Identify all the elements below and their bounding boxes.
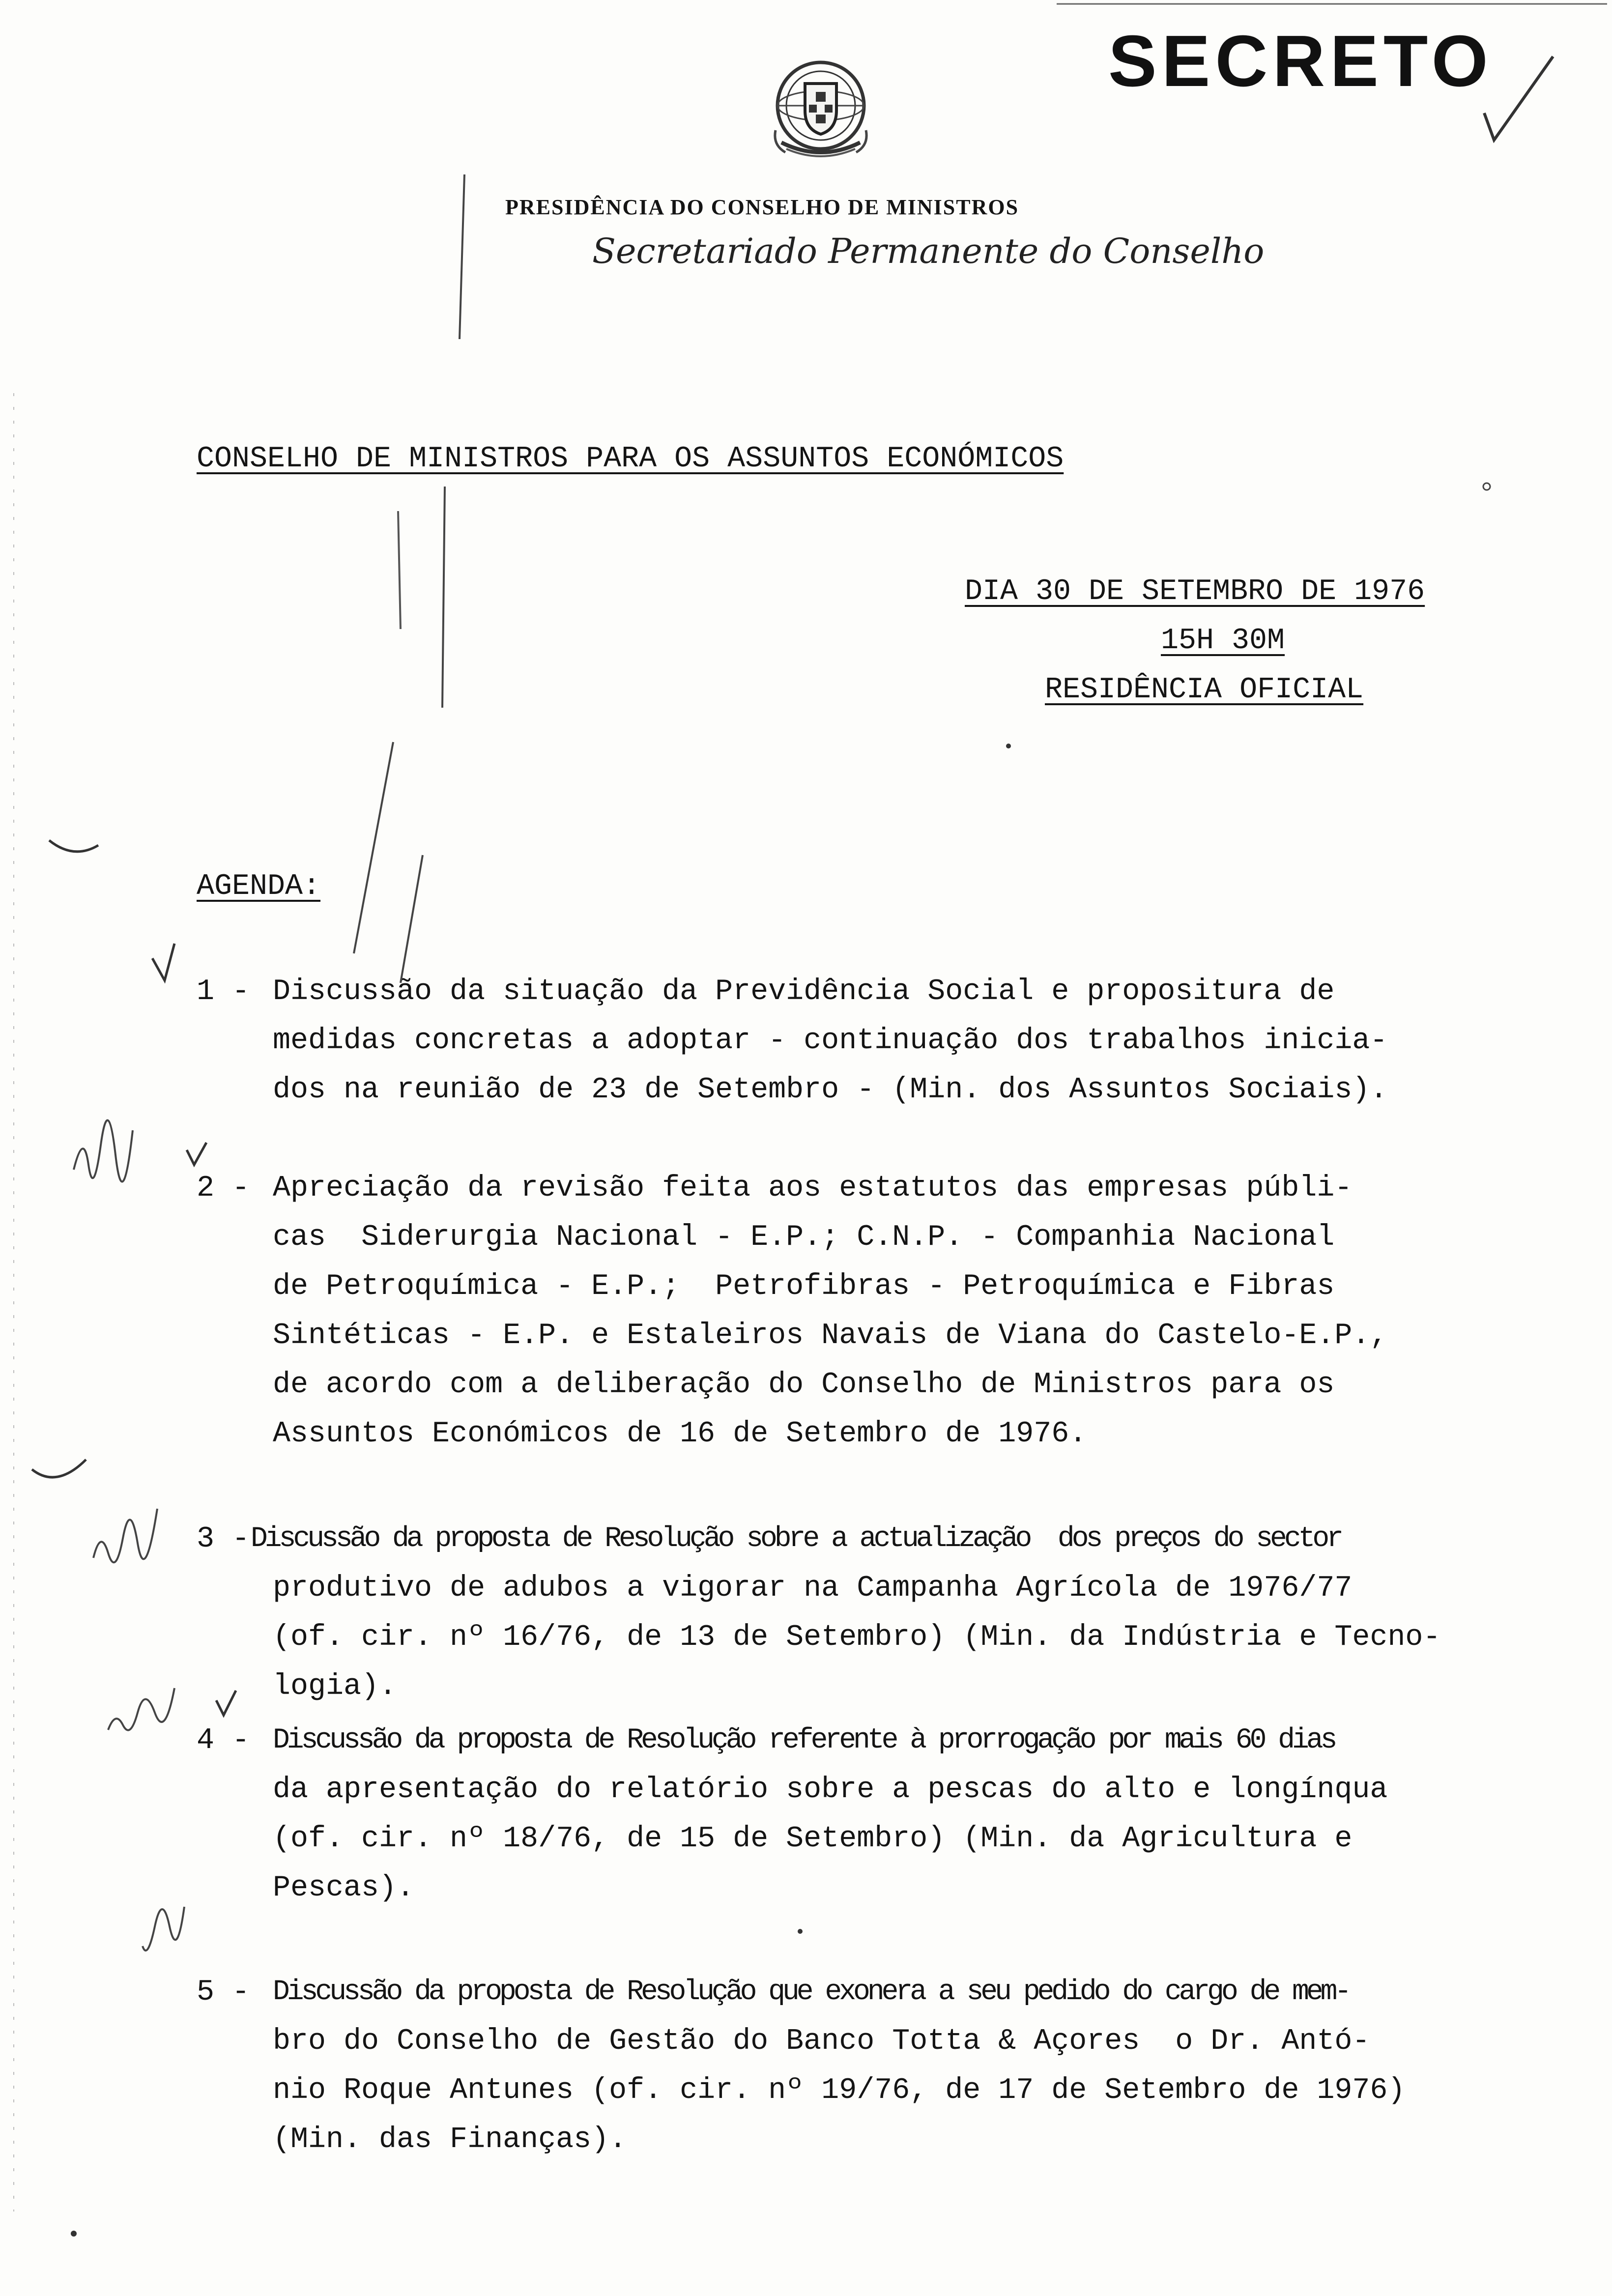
agenda-item-line: Sintéticas - E.P. e Estaleiros Navais de Viana do Castelo-E.P., [273,1319,1388,1352]
agenda-item-line: Discussão da proposta de Resolução que exonera a seu pedido do cargo de mem- [273,1976,1349,2008]
agenda-item-line: de Petroquímica - E.P.; Petrofibras - Petroquímica e Fibras [273,1270,1335,1303]
meeting-date: DIA 30 DE SETEMBRO DE 1976 [965,575,1425,608]
agenda-item-line: Pescas). [273,1871,415,1905]
agenda-item-line: produtivo de adubos a vigorar na Campanha Agrícola de 1976/77 [273,1572,1353,1605]
agenda-item-line: Discussão da proposta de Resolução sobre a actualização dos preços do sector [251,1523,1341,1555]
agenda-item-line: Discussão da situação da Previdência Social e propositura de [273,975,1335,1008]
agenda-heading: AGENDA: [197,870,321,903]
meeting-place: RESIDÊNCIA OFICIAL [1045,673,1364,707]
agenda-item-line: nio Roque Antunes (of. cir. nº 19/76, de 17 de Setembro de 1976) [273,2074,1406,2107]
meeting-time: 15H 30M [1161,624,1285,658]
agenda-item-line: medidas concretas a adoptar - continuação dos trabalhos inicia- [273,1024,1388,1058]
agenda-item-line: cas Siderurgia Nacional - E.P.; C.N.P. - Companhia Nacional [273,1221,1335,1254]
agenda-item-line: logia). [273,1670,397,1703]
institution-name: PRESIDÊNCIA DO CONSELHO DE MINISTROS [505,195,1019,219]
agenda-item-line: dos na reunião de 23 de Setembro - (Min. dos Assuntos Sociais). [273,1073,1388,1107]
agenda-item-line: da apresentação do relatório sobre a pescas do alto e longínqua [273,1773,1388,1807]
agenda-item-number: 5 - [197,1976,250,2009]
council-title: CONSELHO DE MINISTROS PARA OS ASSUNTOS ECONÓMICOS [197,442,1064,476]
agenda-item-number: 4 - [197,1724,250,1757]
agenda-item-number: 1 - [197,975,250,1008]
agenda-item-line: Apreciação da revisão feita aos estatutos das empresas públi- [273,1172,1353,1205]
agenda-item-line: (Min. das Finanças). [273,2123,627,2156]
agenda-item-line: bro do Conselho de Gestão do Banco Totta & Açores o Dr. Antó- [273,2025,1370,2058]
agenda-item-line: (of. cir. nº 16/76, de 13 de Setembro) (Min. da Indústria e Tecno- [273,1621,1441,1654]
classification-stamp: SECRETO [1108,21,1493,102]
agenda-item-line: de acordo com a deliberação do Conselho de Ministros para os [273,1368,1335,1402]
agenda-item-number: 2 - [197,1172,250,1205]
agenda-item-line: Assuntos Económicos de 16 de Setembro de 1976. [273,1417,1087,1451]
secretariat-name: Secretariado Permanente do Conselho [592,231,1265,271]
agenda-item-line: (of. cir. nº 18/76, de 15 de Setembro) (Min. da Agricultura e [273,1822,1353,1856]
agenda-item-line: Discussão da proposta de Resolução referente à prorrogação por mais 60 dias [273,1724,1335,1756]
agenda-item-number: 3 - [197,1522,250,1556]
